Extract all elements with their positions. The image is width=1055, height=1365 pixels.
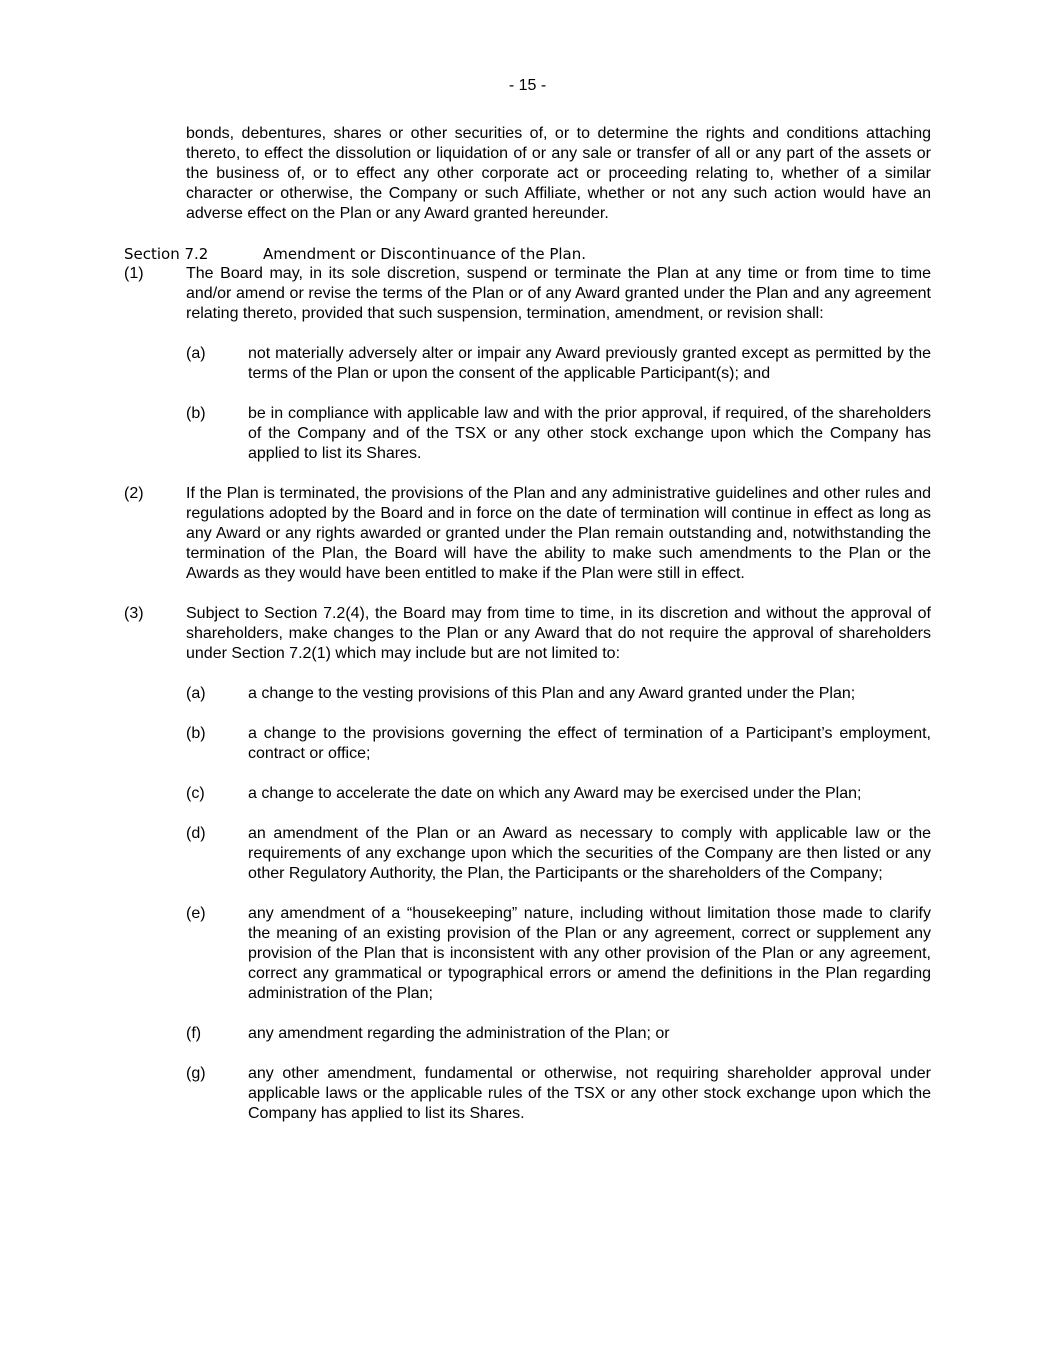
page-number: - 15 - (508, 77, 547, 94)
subitem-marker: (a) (186, 685, 206, 702)
subitem-1b (186, 404, 931, 464)
item-marker: (3) (124, 605, 144, 622)
subitem-3c (186, 784, 931, 804)
document-body (124, 124, 931, 1144)
subitem-3d (186, 824, 931, 884)
list-item-1 (124, 264, 931, 464)
subitem-marker: (e) (186, 905, 206, 922)
subitem-text: any amendment regarding the administration of the Plan; or (248, 1025, 670, 1042)
continuation-paragraph: bonds, debentures, shares or other securities of, or to determine the rights and conditions attaching thereto, to effect the dissolution or liquidation of or any sale or transfer of all or any part of the assets or the business of, or to effect any other corporate act or proceeding relating to, whether of a similar character or otherwise, the Company or such Affiliate, whether or not any such action would have an adverse effect on the Plan or any Award granted hereunder. (186, 125, 931, 222)
list-item-2 (124, 484, 931, 584)
subitem-3f (186, 1024, 931, 1044)
item-text: The Board may, in its sole discretion, suspend or terminate the Plan at any time or from time to time and/or amend or revise the terms of the Plan or of any Award granted under the Plan and any agreement relating thereto, provided that such suspension, termination, amendment, or revision shall: (186, 265, 931, 322)
subitem-text: a change to the vesting provisions of this Plan and any Award granted under the Plan; (248, 685, 856, 702)
subitem-3e (186, 904, 931, 1004)
subitem-text: an amendment of the Plan or an Award as necessary to comply with applicable law or the requirements of any exchange upon which the securities of the Company are then listed or any other Regulatory Authority, the Plan, the Participants or the shareholders of the Company; (248, 825, 931, 882)
section-heading (124, 244, 931, 264)
subitem-text: be in compliance with applicable law and with the prior approval, if required, of the shareholders of the Company and of the TSX or any other stock exchange upon which the Company has applied to list its Shares. (248, 405, 931, 462)
subitem-3g (186, 1064, 931, 1124)
subitem-marker: (b) (186, 405, 206, 422)
subitem-text: a change to accelerate the date on which any Award may be exercised under the Plan; (248, 785, 862, 802)
subitem-text: not materially adversely alter or impair any Award previously granted except as permitted by the terms of the Plan or upon the consent of the applicable Participant(s); and (248, 345, 931, 382)
item-text: Subject to Section 7.2(4), the Board may from time to time, in its discretion and without the approval of shareholders, make changes to the Plan or any Award that do not require the approval of shareholders under Section 7.2(1) which may include but are not limited to: (186, 605, 931, 662)
subitem-3b (186, 724, 931, 764)
item-marker: (1) (124, 265, 144, 282)
subitem-text: any amendment of a “housekeeping” nature, including without limitation those made to clarify the meaning of an existing provision of the Plan or any agreement, correct or supplement any provision of the Plan that is inconsistent with any other provision of the Plan or any agreement, correct any grammatical or typographical errors or amend the definitions in the Plan regarding administration of the Plan; (248, 905, 931, 1002)
subitem-marker: (f) (186, 1025, 202, 1042)
subitem-marker: (g) (186, 1065, 206, 1082)
subitem-1a (186, 344, 931, 384)
subitem-marker: (d) (186, 825, 206, 842)
item-text: If the Plan is terminated, the provisions of the Plan and any administrative guidelines and other rules and regulations adopted by the Board and in force on the date of termination will continue in effect as long as any Award or any rights awarded or granted under the Plan remain outstanding and, notwithstanding the termination of the Plan, the Board will have the ability to make such amendments to the Plan or the Awards as they would have been entitled to make if the Plan were still in effect. (186, 485, 931, 582)
subitem-text: a change to the provisions governing the effect of termination of a Participant’s employment, contract or office; (248, 725, 931, 762)
section-number: Section 7.2 (124, 245, 209, 263)
item-marker: (2) (124, 485, 144, 502)
list-item-3 (124, 604, 931, 1124)
subitem-marker: (a) (186, 345, 206, 362)
subitem-marker: (c) (186, 785, 205, 802)
section-title: Amendment or Discontinuance of the Plan. (263, 245, 586, 263)
subitem-text: any other amendment, fundamental or otherwise, not requiring shareholder approval under applicable laws or the applicable rules of the TSX or any other stock exchange upon which the Company has applied to list its Shares. (248, 1065, 931, 1122)
subitem-3a (186, 684, 931, 704)
subitem-marker: (b) (186, 725, 206, 742)
